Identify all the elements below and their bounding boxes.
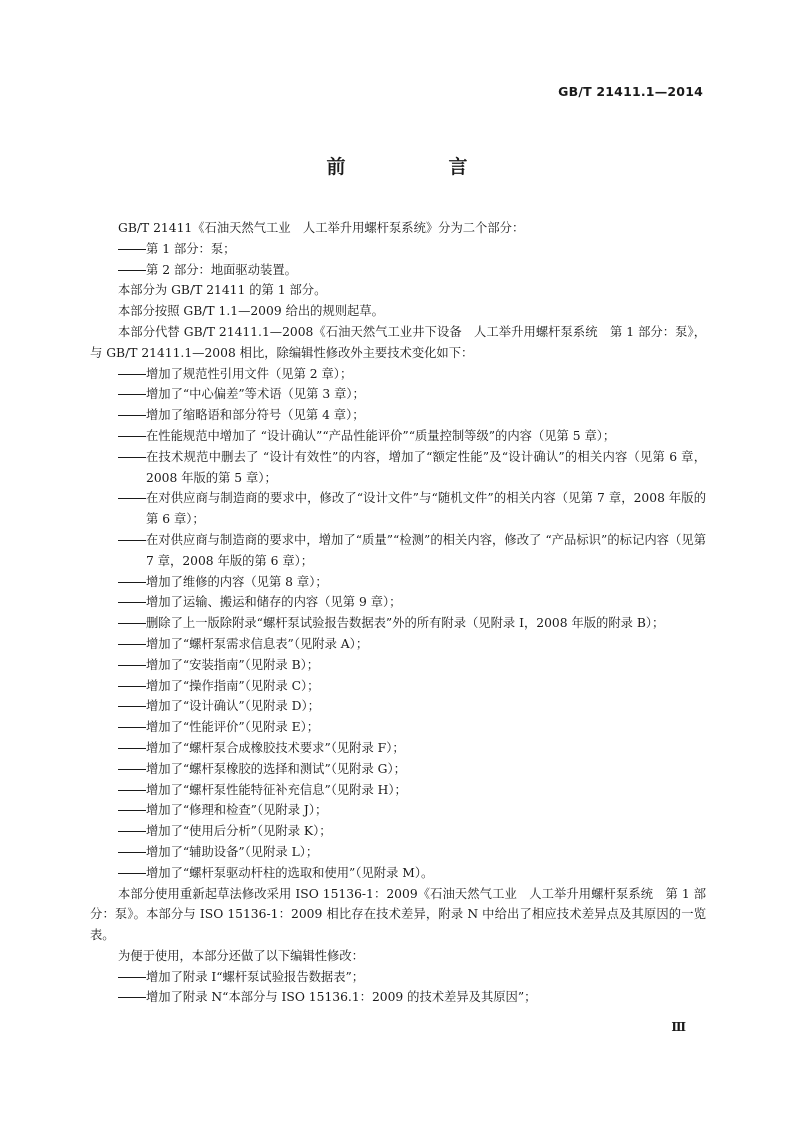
change-item: 增加了缩略语和部分符号（见第 4 章）； bbox=[90, 405, 706, 426]
change-item: 增加了“螺杆泵需求信息表”（见附录 A）； bbox=[90, 634, 706, 655]
page-title: 前 言 bbox=[326, 156, 510, 178]
part-item: 第 1 部分：泵； bbox=[90, 239, 706, 260]
dash-mark bbox=[118, 852, 146, 853]
change-item: 在性能规范中增加了 “设计确认”“产品性能评价”“质量控制等级”的内容（见第 5 章）； bbox=[90, 426, 706, 447]
dash-mark bbox=[118, 644, 146, 645]
change-item: 增加了“辅助设备”（见附录 L）； bbox=[90, 842, 706, 863]
change-item: 增加了“操作指南”（见附录 C）； bbox=[90, 676, 706, 697]
dash-mark bbox=[118, 457, 146, 458]
part-statement: 本部分为 GB/T 21411 的第 1 部分。 bbox=[118, 283, 327, 298]
change-item: 增加了“安装指南”（见附录 B）； bbox=[90, 655, 706, 676]
change-item: 增加了“螺杆泵驱动杆柱的选取和使用”（见附录 M）。 bbox=[90, 863, 706, 884]
document-code: GB/T 21411.1—2014 bbox=[558, 84, 703, 99]
change-item: 增加了运输、搬运和储存的内容（见第 9 章）； bbox=[90, 592, 706, 613]
dash-mark bbox=[118, 790, 146, 791]
dash-mark bbox=[118, 498, 146, 499]
change-item: 增加了规范性引用文件（见第 2 章）； bbox=[90, 364, 706, 385]
change-item: 删除了上一版除附录“螺杆泵试验报告数据表”外的所有附录（见附录 I，2008 年版的附录 B）； bbox=[90, 613, 706, 634]
change-item: 增加了“螺杆泵合成橡胶技术要求”（见附录 F）； bbox=[90, 738, 706, 759]
dash-mark bbox=[118, 270, 146, 271]
dash-mark bbox=[118, 686, 146, 687]
change-item: 增加了“使用后分析”（见附录 K）； bbox=[90, 821, 706, 842]
change-item: 在对供应商与制造商的要求中，修改了“设计文件”与“随机文件”的相关内容（见第 7 章，2008 年版的第 6 章）； bbox=[90, 488, 706, 530]
iso-adoption-statement: 本部分使用重新起草法修改采用 ISO 15136-1：2009《石油天然气工业 人工举升用螺杆泵系统 第 1 部分：泵》。本部分与 ISO 15136-1：2009 相比存在技术差异，附录 N 中给出了相应技术差异点及其原因的一览表。 bbox=[90, 886, 706, 943]
change-item: 增加了“性能评价”（见附录 E）； bbox=[90, 717, 706, 738]
change-item: 增加了“设计确认”（见附录 D）； bbox=[90, 696, 706, 717]
dash-mark bbox=[118, 623, 146, 624]
change-item: 增加了“螺杆泵性能特征补充信息”（见附录 H）； bbox=[90, 780, 706, 801]
dash-mark bbox=[118, 394, 146, 395]
dash-mark bbox=[118, 769, 146, 770]
foreword-body bbox=[90, 218, 706, 1008]
page-number: Ⅲ bbox=[671, 1020, 686, 1034]
dash-mark bbox=[118, 831, 146, 832]
intro-paragraph: GB/T 21411《石油天然气工业 人工举升用螺杆泵系统》分为二个部分： bbox=[118, 221, 525, 235]
dash-mark bbox=[118, 977, 146, 978]
dash-mark bbox=[118, 748, 146, 749]
dash-mark bbox=[118, 810, 146, 811]
drafting-rule: 本部分按照 GB/T 1.1—2009 给出的规则起草。 bbox=[118, 304, 384, 319]
dash-mark bbox=[118, 706, 146, 707]
part-item: 第 2 部分：地面驱动装置。 bbox=[90, 260, 706, 281]
change-item: 增加了“修理和检查”（见附录 J）； bbox=[90, 800, 706, 821]
dash-mark bbox=[118, 415, 146, 416]
dash-mark bbox=[118, 997, 146, 998]
dash-mark bbox=[118, 374, 146, 375]
change-item: 增加了“螺杆泵橡胶的选择和测试”（见附录 G）； bbox=[90, 759, 706, 780]
change-item: 增加了“中心偏差”等术语（见第 3 章）； bbox=[90, 384, 706, 405]
dash-mark bbox=[118, 873, 146, 874]
dash-mark bbox=[118, 582, 146, 583]
dash-mark bbox=[118, 436, 146, 437]
dash-mark bbox=[118, 665, 146, 666]
editorial-item: 增加了附录 I“螺杆泵试验报告数据表”； bbox=[90, 967, 706, 988]
editorial-item: 增加了附录 N“本部分与 ISO 15136.1：2009 的技术差异及其原因”； bbox=[90, 987, 706, 1008]
change-item: 在技术规范中删去了 “设计有效性”的内容，增加了“额定性能”及“设计确认”的相关内容（见第 6 章，2008 年版的第 5 章）； bbox=[90, 447, 706, 489]
replacement-statement: 本部分代替 GB/T 21411.1—2008《石油天然气工业井下设备 人工举升用螺杆泵系统 第 1 部分：泵》，与 GB/T 21411.1—2008 相比，除编辑性修改外主要技术变化如下： bbox=[90, 324, 706, 360]
editorial-intro: 为便于使用，本部分还做了以下编辑性修改： bbox=[118, 948, 364, 963]
change-item: 增加了维修的内容（见第 8 章）； bbox=[90, 572, 706, 593]
dash-mark bbox=[118, 727, 146, 728]
dash-mark bbox=[118, 249, 146, 250]
dash-mark bbox=[118, 540, 146, 541]
change-item: 在对供应商与制造商的要求中，增加了“质量”“检测”的相关内容，修改了 “产品标识”的标记内容（见第 7 章，2008 年版的第 6 章）； bbox=[90, 530, 706, 572]
dash-mark bbox=[118, 602, 146, 603]
